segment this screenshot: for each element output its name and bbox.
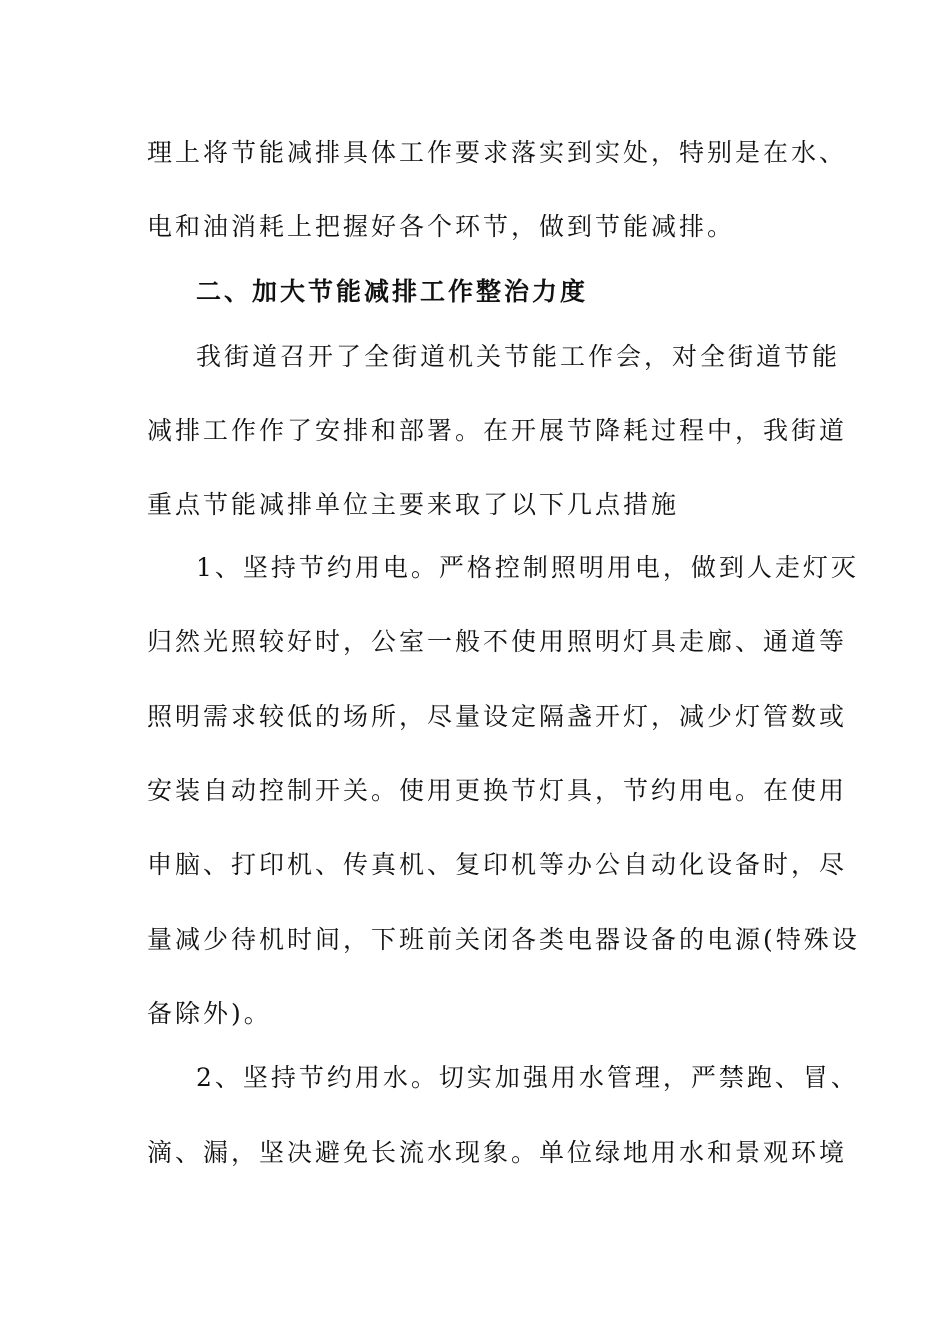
paragraph-line: 减排工作作了安排和部署。在开展节降耗过程中，我街道 — [147, 416, 848, 445]
section-heading: 二、加大节能减排工作整治力度 — [196, 277, 589, 306]
paragraph-line: 理上将节能减排具体工作要求落实到实处，特别是在水、 — [147, 138, 848, 167]
paragraph-line: 2、坚持节约用水。切实加强用水管理，严禁跑、冒、 — [196, 1063, 859, 1092]
paragraph-line: 滴、漏，坚决避免长流水现象。单位绿地用水和景观环境 — [147, 1138, 848, 1167]
paragraph-line: 安装自动控制开关。使用更换节灯具，节约用电。在使用 — [147, 776, 848, 805]
paragraph-line: 1、坚持节约用电。严格控制照明用电，做到人走灯灭 — [196, 553, 859, 582]
paragraph-line: 备除外)。 — [147, 999, 272, 1028]
paragraph-line: 量减少待机时间，下班前关闭各类电器设备的电源(特殊设 — [147, 925, 860, 954]
paragraph-line: 重点节能减排单位主要来取了以下几点措施 — [147, 490, 680, 519]
paragraph-line: 电和油消耗上把握好各个环节，做到节能减排。 — [147, 212, 736, 241]
paragraph-line: 照明需求较低的场所，尽量设定隔盏开灯，减少灯管数或 — [147, 702, 848, 731]
paragraph-line: 申脑、打印机、传真机、复印机等办公自动化设备时，尽 — [147, 850, 848, 879]
paragraph-line: 我街道召开了全街道机关节能工作会，对全街道节能 — [196, 342, 841, 371]
paragraph-line: 归然光照较好时，公室一般不使用照明灯具走廊、通道等 — [147, 627, 848, 656]
